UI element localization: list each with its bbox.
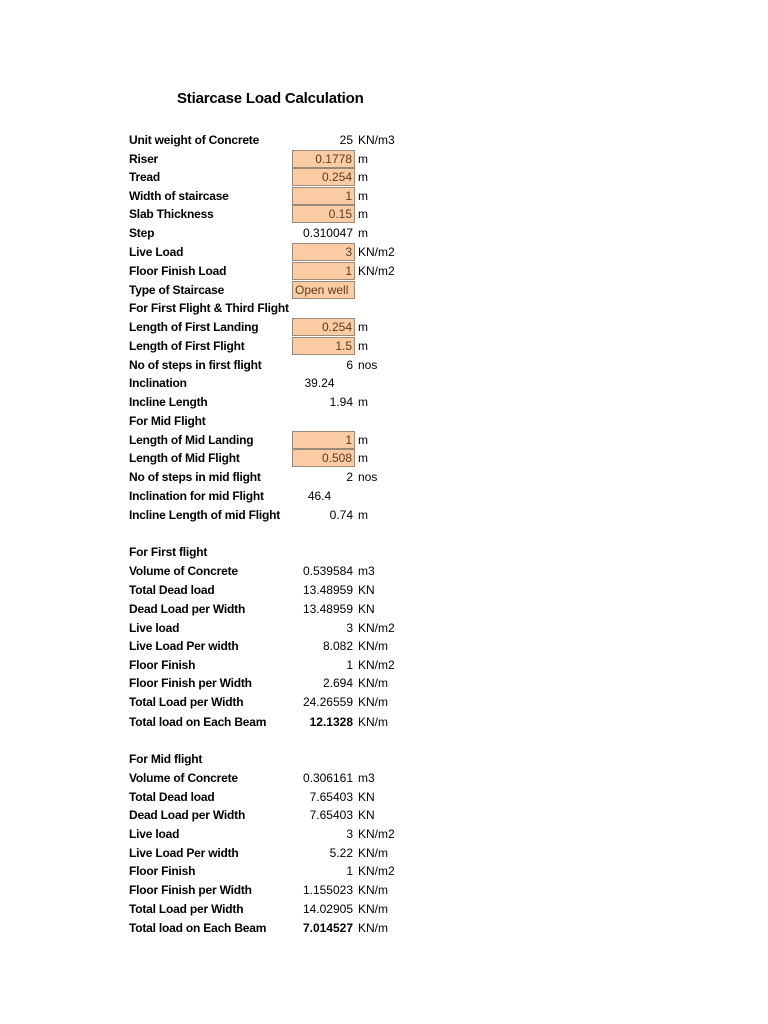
row-label: Floor Finish [129, 658, 196, 672]
row-label: Dead Load per Width [129, 808, 246, 822]
row-label: Incline Length of mid Flight [129, 508, 281, 522]
table-row [129, 900, 419, 918]
unit-label: KN/m3 [358, 133, 395, 147]
page-title: Stiarcase Load Calculation [177, 90, 364, 107]
input-cell[interactable]: 0.1778 [292, 150, 355, 168]
row-label: Step [129, 226, 155, 240]
row-label: Live load [129, 621, 180, 635]
unit-label: m [358, 508, 368, 522]
value-cell: 1 [346, 658, 353, 672]
unit-label: KN [358, 790, 375, 804]
value-cell: 7.65403 [309, 790, 353, 804]
value-cell: 1.155023 [302, 883, 353, 897]
unit-label: m [358, 395, 368, 409]
table-row [129, 262, 419, 280]
unit-label: KN/m [358, 676, 388, 690]
table-row [129, 487, 419, 505]
value-cell: 24.26559 [302, 695, 353, 709]
unit-label: KN/m2 [358, 827, 395, 841]
unit-label: KN [358, 602, 375, 616]
row-label: Total Dead load [129, 583, 215, 597]
unit-label: KN/m2 [358, 245, 395, 259]
unit-label: KN/m [358, 639, 388, 653]
unit-label: nos [358, 358, 378, 372]
table-row [129, 769, 419, 787]
table-row [129, 619, 419, 637]
unit-label: KN/m [358, 902, 388, 916]
table-row [129, 862, 419, 880]
table-row [129, 881, 419, 899]
row-label: For First flight [129, 545, 208, 559]
unit-label: KN/m [358, 715, 388, 729]
value-cell: 0.74 [329, 508, 353, 522]
row-label: Total Load per Width [129, 695, 244, 709]
value-cell: 5.22 [329, 846, 353, 860]
table-row [129, 131, 419, 149]
row-label: Live Load [129, 245, 184, 259]
value-cell: 2.694 [322, 676, 353, 690]
table-row [129, 431, 419, 449]
row-label: Unit weight of Concrete [129, 133, 260, 147]
value-cell: 3 [346, 621, 353, 635]
table-row [129, 393, 419, 411]
value-cell: 0.306161 [302, 771, 353, 785]
value-cell: 6 [346, 358, 353, 372]
table-row [129, 674, 419, 692]
unit-label: KN/m2 [358, 264, 395, 278]
row-label: Slab Thickness [129, 207, 214, 221]
table-row [129, 600, 419, 618]
unit-label: KN/m [358, 846, 388, 860]
table-row [129, 374, 419, 392]
row-label: Floor Finish [129, 864, 196, 878]
table-row [129, 581, 419, 599]
table-row [129, 844, 419, 862]
row-label: Volume of Concrete [129, 771, 238, 785]
table-row [129, 468, 419, 486]
value-cell: 7.014527 [302, 921, 353, 935]
row-label: Length of First Flight [129, 339, 245, 353]
table-row [129, 788, 419, 806]
unit-label: m [358, 320, 368, 334]
value-cell: 12.1328 [309, 715, 353, 729]
unit-label: KN/m [358, 695, 388, 709]
table-row [129, 562, 419, 580]
row-label: Length of First Landing [129, 320, 259, 334]
row-label: Tread [129, 170, 161, 184]
input-cell[interactable]: 0.15 [292, 205, 355, 223]
table-row [129, 637, 419, 655]
row-label: Floor Finish per Width [129, 883, 252, 897]
table-row [129, 318, 419, 336]
table-row [129, 337, 419, 355]
unit-label: KN/m [358, 921, 388, 935]
unit-label: m3 [358, 771, 375, 785]
value-cell: 0.539584 [302, 564, 353, 578]
row-label: Dead Load per Width [129, 602, 246, 616]
row-label: Total Dead load [129, 790, 215, 804]
input-cell[interactable]: 0.254 [292, 168, 355, 186]
row-label: For First Flight & Third Flight [129, 301, 289, 315]
table-row [129, 150, 419, 168]
row-label: Type of Staircase [129, 283, 225, 297]
unit-label: m [358, 433, 368, 447]
table-row [129, 224, 419, 242]
value-cell: 13.48959 [302, 602, 353, 616]
table-row [129, 187, 419, 205]
unit-label: m [358, 189, 368, 203]
unit-label: m [358, 451, 368, 465]
row-label: For Mid Flight [129, 414, 206, 428]
unit-label: m3 [358, 564, 375, 578]
row-label: Length of Mid Landing [129, 433, 254, 447]
unit-label: KN [358, 583, 375, 597]
row-label: Total load on Each Beam [129, 921, 267, 935]
unit-label: KN/m2 [358, 658, 395, 672]
table-row [129, 506, 419, 524]
row-label: For Mid flight [129, 752, 203, 766]
input-cell[interactable]: 1.5 [292, 337, 355, 355]
row-label: Total Load per Width [129, 902, 244, 916]
unit-label: m [358, 339, 368, 353]
table-row [129, 356, 419, 374]
section-heading [129, 750, 419, 768]
row-label: Length of Mid Flight [129, 451, 240, 465]
table-row [129, 281, 419, 299]
row-label: Floor Finish Load [129, 264, 227, 278]
row-label: Total load on Each Beam [129, 715, 267, 729]
row-label: Live Load Per width [129, 846, 239, 860]
table-row [129, 919, 419, 937]
value-cell: 8.082 [322, 639, 353, 653]
table-row [129, 449, 419, 467]
unit-label: m [358, 207, 368, 221]
row-label: Incline Length [129, 395, 208, 409]
value-cell: 13.48959 [302, 583, 353, 597]
value-cell: 1 [346, 864, 353, 878]
input-cell[interactable]: 1 [292, 187, 355, 205]
row-label: Riser [129, 152, 159, 166]
row-label: No of steps in first flight [129, 358, 262, 372]
input-cell[interactable]: 0.254 [292, 318, 355, 336]
table-row [129, 713, 419, 731]
value-cell: 2 [346, 470, 353, 484]
unit-label: KN/m2 [358, 864, 395, 878]
unit-label: m [358, 226, 368, 240]
table-row [129, 806, 419, 824]
value-cell: 3 [346, 827, 353, 841]
unit-label: KN/m [358, 883, 388, 897]
table-row [129, 243, 419, 261]
row-label: Volume of Concrete [129, 564, 238, 578]
table-row [129, 825, 419, 843]
value-cell: 25 [339, 133, 353, 147]
unit-label: m [358, 152, 368, 166]
row-label: Floor Finish per Width [129, 676, 252, 690]
value-cell: 39.24 [304, 376, 335, 390]
section-heading [129, 543, 419, 561]
row-label: Live load [129, 827, 180, 841]
value-cell: 46.4 [307, 489, 332, 503]
input-cell[interactable]: 1 [292, 262, 355, 280]
input-cell[interactable]: 0.508 [292, 449, 355, 467]
value-cell: 14.02905 [302, 902, 353, 916]
section-heading [129, 412, 419, 430]
unit-label: nos [358, 470, 378, 484]
section-heading [129, 299, 419, 317]
input-cell[interactable]: Open well [292, 281, 355, 299]
table-row [129, 205, 419, 223]
row-label: Live Load Per width [129, 639, 239, 653]
table-row [129, 168, 419, 186]
unit-label: m [358, 170, 368, 184]
value-cell: 1.94 [329, 395, 353, 409]
input-cell[interactable]: 1 [292, 431, 355, 449]
row-label: Inclination [129, 376, 187, 390]
unit-label: KN [358, 808, 375, 822]
unit-label: KN/m2 [358, 621, 395, 635]
row-label: No of steps in mid flight [129, 470, 261, 484]
table-row [129, 656, 419, 674]
row-label: Width of staircase [129, 189, 229, 203]
input-cell[interactable]: 3 [292, 243, 355, 261]
value-cell: 7.65403 [309, 808, 353, 822]
row-label: Inclination for mid Flight [129, 489, 264, 503]
value-cell: 0.310047 [302, 226, 353, 240]
table-row [129, 693, 419, 711]
